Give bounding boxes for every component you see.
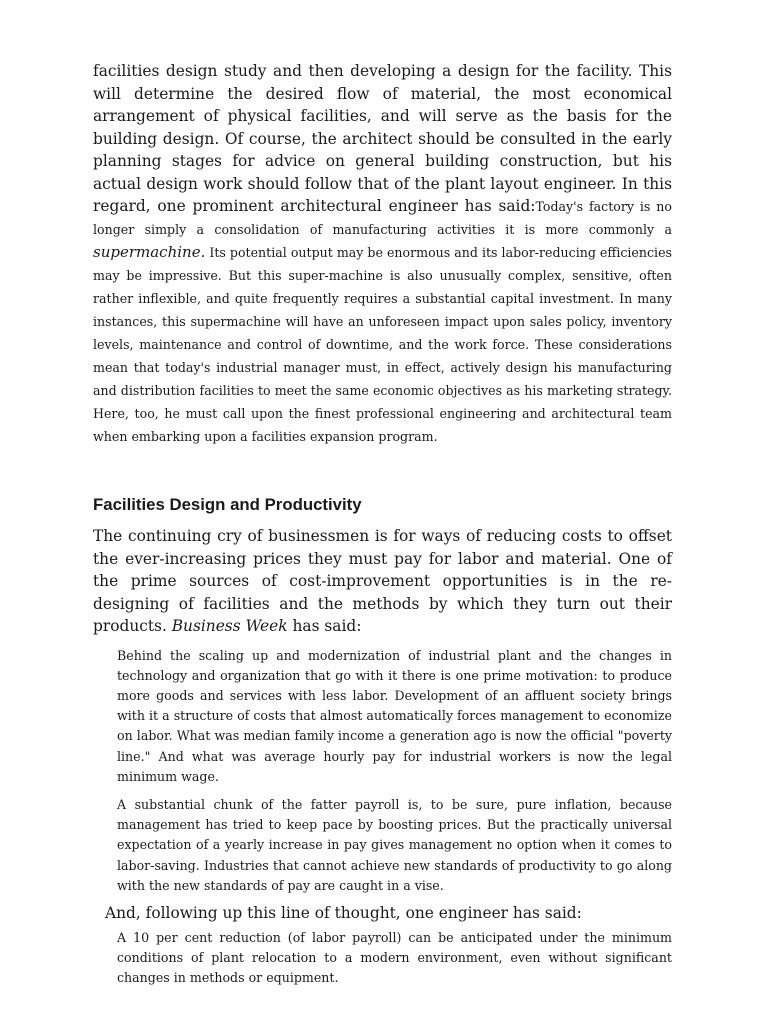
opening-paragraph [93, 60, 672, 448]
supermachine-emphasis: supermachine. [93, 243, 206, 261]
opening-text: facilities design study and then developing a design for the facility. This will determine the desired flow of material, the most economical arrangement of physical facilities, and will serve as the basis for the building design. Of course, the architect should be consulted in the early planning stages for advice on general building construction, but his actual design work should follow that of the plant layout engineer. In this regard, one prominent architectural engineer has said: [93, 62, 672, 215]
block-quote-3: A 10 per cent reduction (of labor payroll) can be anticipated under the minimum conditions of plant relocation to a modern environment, even without significant changes in methods or equipment. [117, 929, 672, 986]
section-intro: The continuing cry of businessmen is for ways of reducing costs to offset the ever-increasing prices they must pay for labor and material. One of the prime sources of cost-improvement opportunities is in the re-designing of facilities and the methods by which they turn out their products. Business Week has said: [93, 527, 672, 635]
lead-in-sentence: And, following up this line of thought, one engineer has said: [105, 903, 582, 922]
block-quote-1: Behind the scaling up and modernization of industrial plant and the changes in technology and organization that go with it there is one prime motivation: to produce more goods and services with less labor. Development of an affluent society brings with it a structure of costs that almost automatically forces management to economize on labor. What was median family income a generation ago is now the official "poverty line." And what was average hourly pay for industrial workers is now the legal minimum wage. [117, 647, 672, 784]
block-quote-2: A substantial chunk of the fatter payroll is, to be sure, pure inflation, because management has tried to keep pace by boosting prices. But the practically universal expectation of a yearly increase in pay gives management no option when it comes to labor-saving. Industries that cannot achieve new standards of productivity to go along with the new standards of pay are caught in a vise. [117, 796, 672, 893]
business-week-title: Business Week [171, 617, 288, 635]
section-heading: Facilities Design and Productivity [93, 495, 362, 514]
inline-quote: Today's factory is no longer simply a consolidation of manufacturing activities it is more commonly a supermachine. Its potential output may be enormous and its labor-reducing efficiencies may be impressive. But this super-machine is also unusually complex, sensitive, often rather inflexible, and quite frequently requires a substantial capital investment. In many instances, this supermachine will have an unforeseen impact upon sales policy, inventory levels, maintenance and control of downtime, and the work force. These considerations mean that today's industrial manager must, in effect, actively design his manufacturing and distribution facilities to meet the same economic objectives as his marketing strategy. Here, too, he must call upon the finest professional engineering and architectural team when embarking upon a facilities expansion program. [93, 199, 672, 444]
